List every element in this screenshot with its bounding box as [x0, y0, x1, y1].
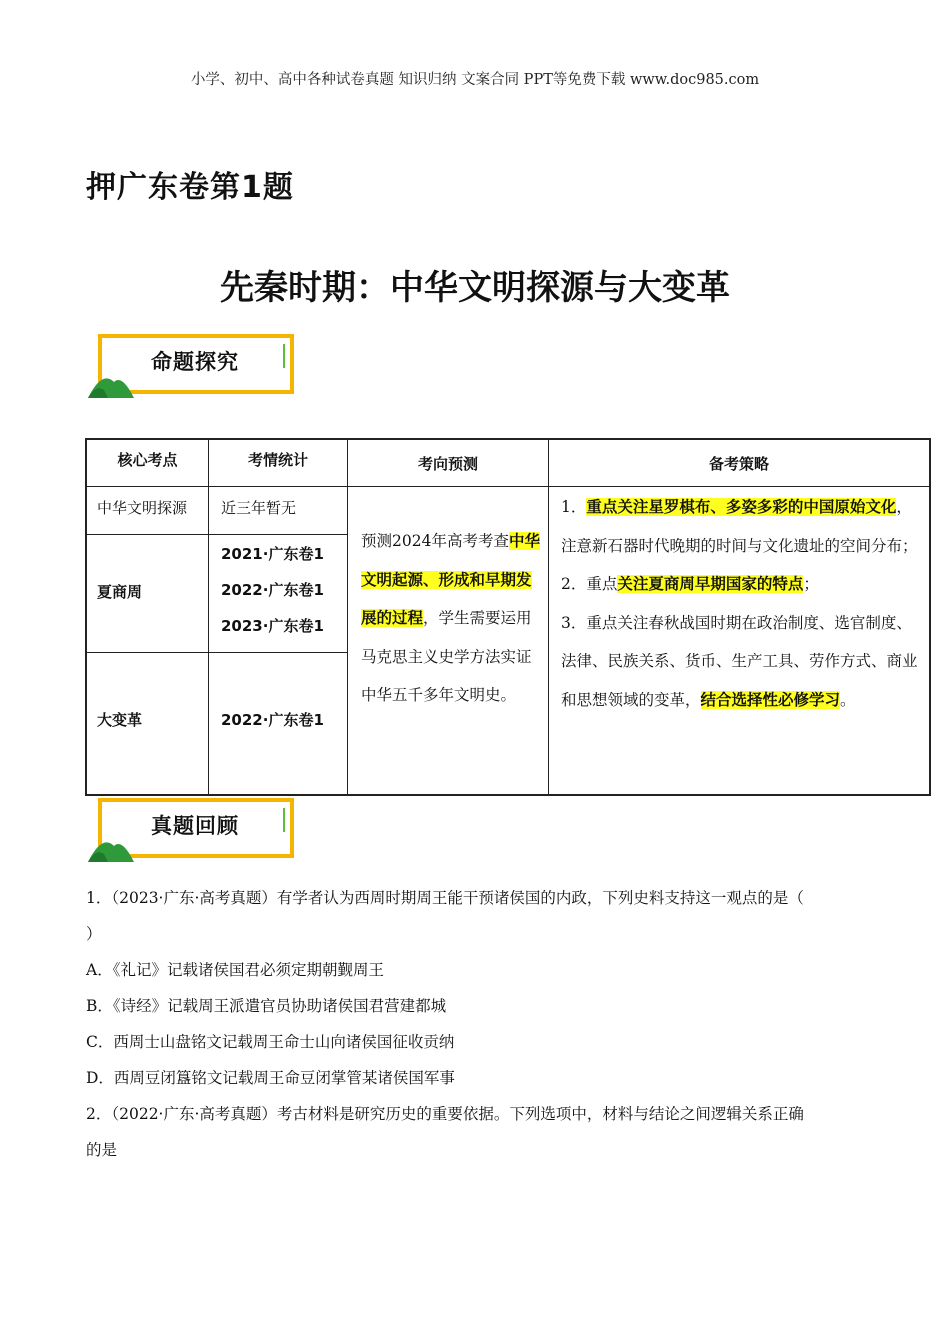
- strategy-3-post: 。: [840, 690, 856, 709]
- topic-civilization-origin: 中华文明探源: [97, 499, 188, 517]
- prediction-pre: 预测2024年高考考查: [361, 532, 509, 550]
- banner-label: 真题回顾: [151, 814, 239, 838]
- stats-2023: 2023·广东卷1: [221, 617, 324, 635]
- prediction-post: ，学生需要运用马克思主义史学方法实证中华五千多年文明史。: [361, 609, 532, 704]
- prediction-highlight: 中华文明起源、形成和早期发展的过程: [361, 532, 540, 627]
- strategy-item-3: [561, 604, 923, 720]
- header-strategy: 备考策略: [708, 455, 769, 473]
- question-2-line-1: 2．（2022·广东·高考真题）考古材料是研究历史的重要依据。下列选项中，材料与结论之间逻辑关系正确: [86, 1105, 804, 1123]
- strategy-2-highlight: 关注夏商周早期国家的特点: [617, 575, 804, 593]
- section-banner-analysis: [88, 334, 298, 398]
- section-banner-review: [88, 798, 298, 862]
- question-2-line-2: 的是: [86, 1141, 118, 1159]
- question-1-option-c: C．西周士山盘铭文记载周王命士山向诸侯国征收贡纳: [86, 1033, 455, 1051]
- stats-2022: 2022·广东卷1: [221, 581, 324, 599]
- question-1-line-2: ）: [86, 925, 102, 943]
- topic-xia-shang-zhou: 夏商周: [97, 583, 143, 601]
- document-title: 押广东卷第1题: [86, 170, 294, 205]
- strategy-1-post: ，注意新石器时代晚期的时间与文化遗址的空间分布；: [561, 498, 918, 555]
- prediction-text: [361, 522, 541, 715]
- stats-2021: 2021·广东卷1: [221, 545, 324, 563]
- header-core-topic: 核心考点: [117, 451, 178, 469]
- page-header: 小学、初中、高中各种试卷真题 知识归纳 文案合同 PPT等免费下载 www.doc985.com: [190, 72, 760, 88]
- topic-great-change: 大变革: [97, 711, 143, 729]
- main-title: 先秦时期：中华文明探源与大变革: [220, 268, 730, 308]
- strategy-2-number: 2．重点: [561, 575, 618, 593]
- strategy-item-1: [561, 488, 923, 565]
- question-1-option-b: B．《诗经》记载周王派遣官员协助诸侯国君营建都城: [86, 997, 447, 1015]
- question-1-option-d: D．西周豆闭簋铭文记载周王命豆闭掌管某诸侯国军事: [86, 1069, 455, 1087]
- exam-analysis-table: [85, 438, 931, 796]
- header-prediction: 考向预测: [417, 455, 478, 473]
- header-exam-stats: 考情统计: [247, 451, 308, 469]
- strategy-3-highlight: 结合选择性必修学习: [700, 690, 841, 709]
- banner-label: 命题探究: [151, 350, 239, 374]
- strategy-2-post: ；: [803, 575, 819, 593]
- strategy-item-2: [561, 565, 923, 604]
- question-1-line-1: 1．（2023·广东·高考真题）有学者认为西周时期周王能干预诸侯国的内政，下列史料支持这一观点的是（: [86, 889, 804, 907]
- question-1-option-a: A．《礼记》记载诸侯国君必须定期朝觐周王: [86, 961, 384, 979]
- strategy-1-number: 1．: [561, 498, 587, 516]
- strategy-text: [561, 488, 923, 719]
- strategy-1-highlight: 重点关注星罗棋布、多姿多彩的中国原始文化: [586, 498, 897, 516]
- strategy-3-pre: 3．重点关注春秋战国时期在政治制度、选官制度、法律、民族关系、货币、生产工具、劳作方式、商业和思想领域的变革，: [561, 613, 918, 709]
- stats-great-change: 2022·广东卷1: [221, 711, 324, 729]
- stats-civilization-origin: 近三年暂无: [221, 499, 297, 517]
